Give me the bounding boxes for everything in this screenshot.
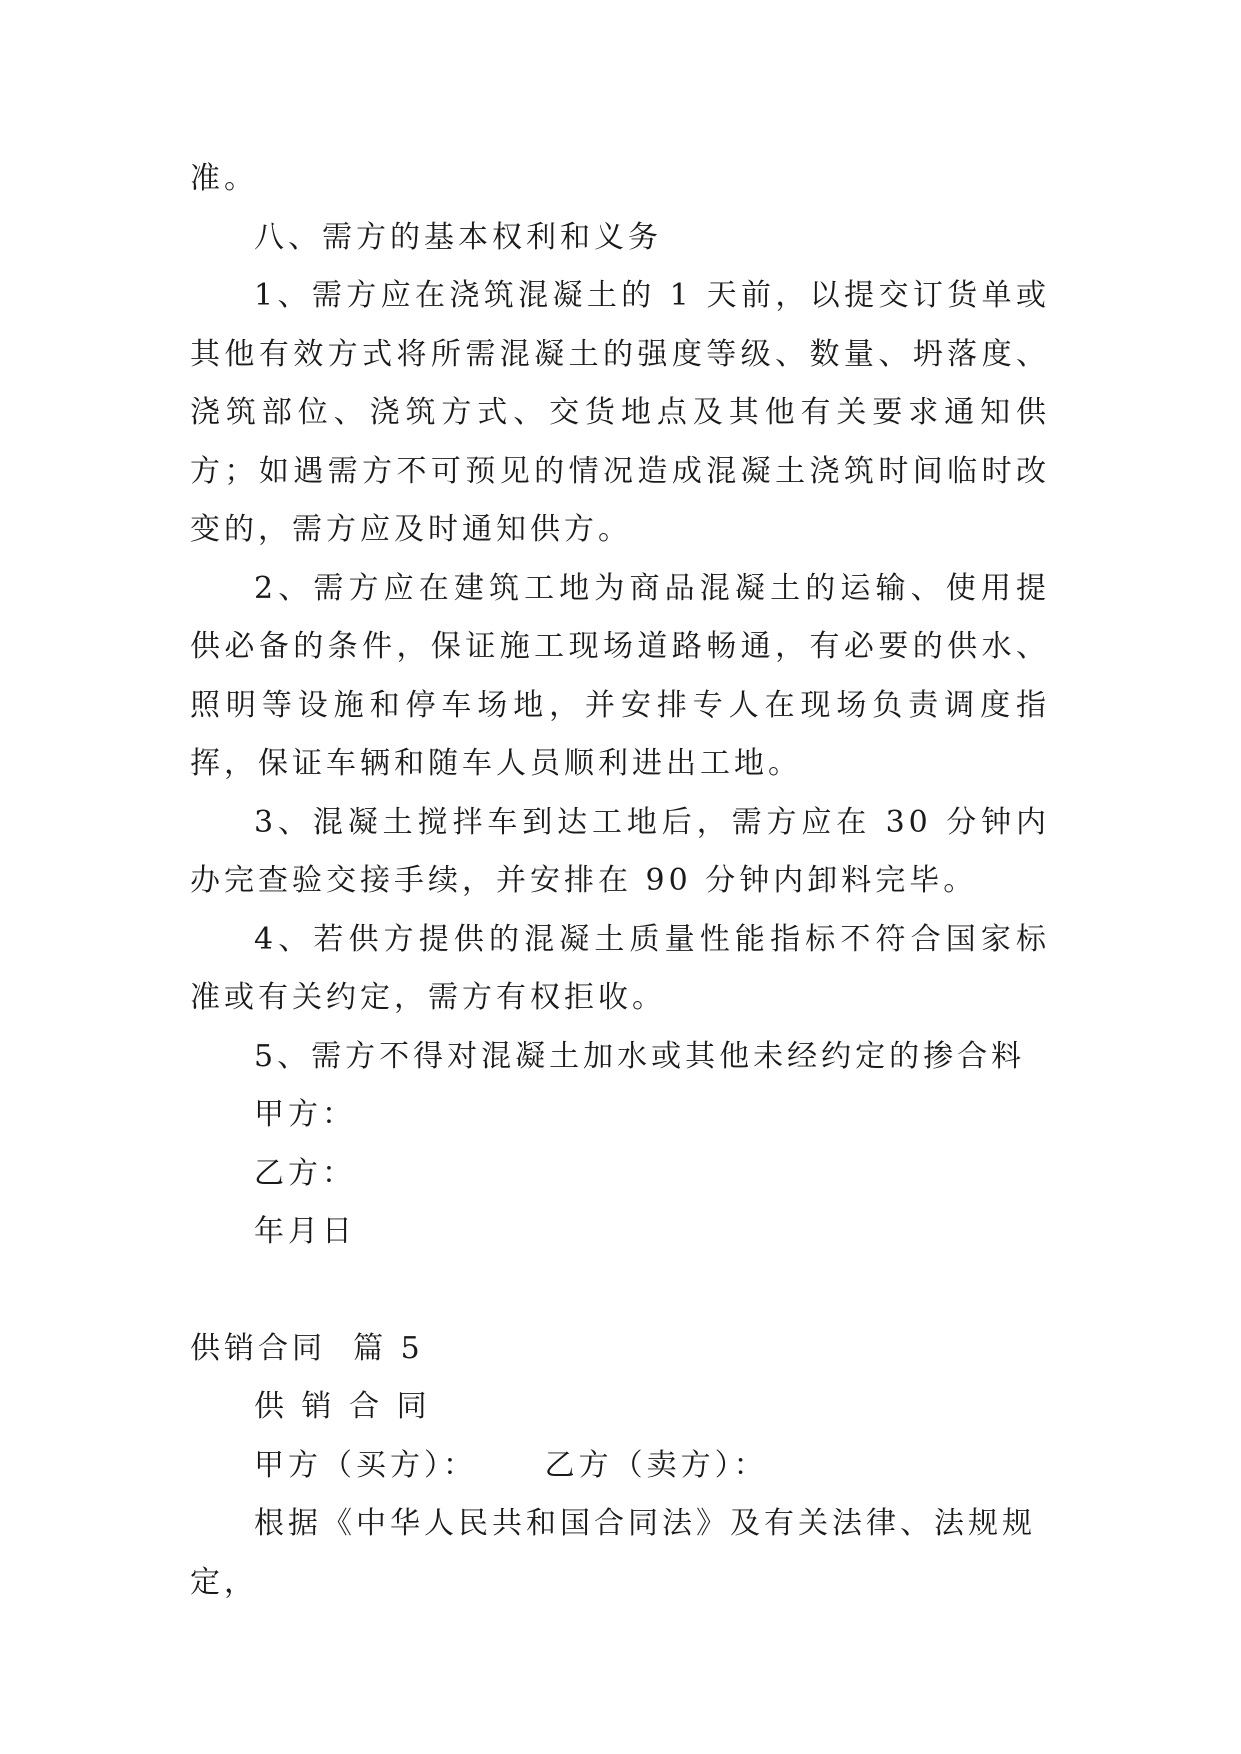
contract-title: 供 销 合 同 (254, 1389, 431, 1424)
party-b-signature: 乙方： (254, 1155, 356, 1191)
document-body (190, 150, 1050, 1612)
next-contract-heading: 供销合同 篇 5 (190, 1330, 424, 1366)
section-heading: 八、需方的基本权利和义务 (254, 219, 662, 255)
clause-4: 4、若供方提供的混凝土质量性能指标不符合国家标准或有关约定，需方有权拒收。 (190, 921, 1050, 1015)
party-a-signature: 甲方： (254, 1097, 356, 1132)
continuation-text: 准。 (190, 161, 258, 196)
parties-line: 甲方（买方）： 乙方（卖方）： (254, 1447, 768, 1483)
clause-5: 5、需方不得对混凝土加水或其他未经约定的掺合料 (254, 1038, 1026, 1074)
clause-2: 2、需方应在建筑工地为商品混凝土的运输、使用提供必备的条件，保证施工现场道路畅通，有必要的供水、照明等设施和停车场地，并安排专人在现场负责调度指挥，保证车辆和随车人员顺利进出工地。 (190, 570, 1050, 781)
clause-1: 1、需方应在浇筑混凝土的 1 天前，以提交订货单或其他有效方式将所需混凝土的强度等级、数量、坍落度、浇筑部位、浇筑方式、交货地点及其他有关要求通知供方；如遇需方不可预见的情况造成混凝土浇筑时间临时改变的，需方应及时通知供方。 (190, 278, 1050, 547)
clause-3: 3、混凝土搅拌车到达工地后，需方应在 30 分钟内办完查验交接手续，并安排在 90 分钟内卸料完毕。 (190, 804, 1050, 898)
legal-basis-line: 根据《中华人民共和国合同法》及有关法律、法规规定， (190, 1506, 1036, 1600)
section-gap (190, 1262, 1050, 1320)
date-line: 年月日 (254, 1214, 356, 1249)
